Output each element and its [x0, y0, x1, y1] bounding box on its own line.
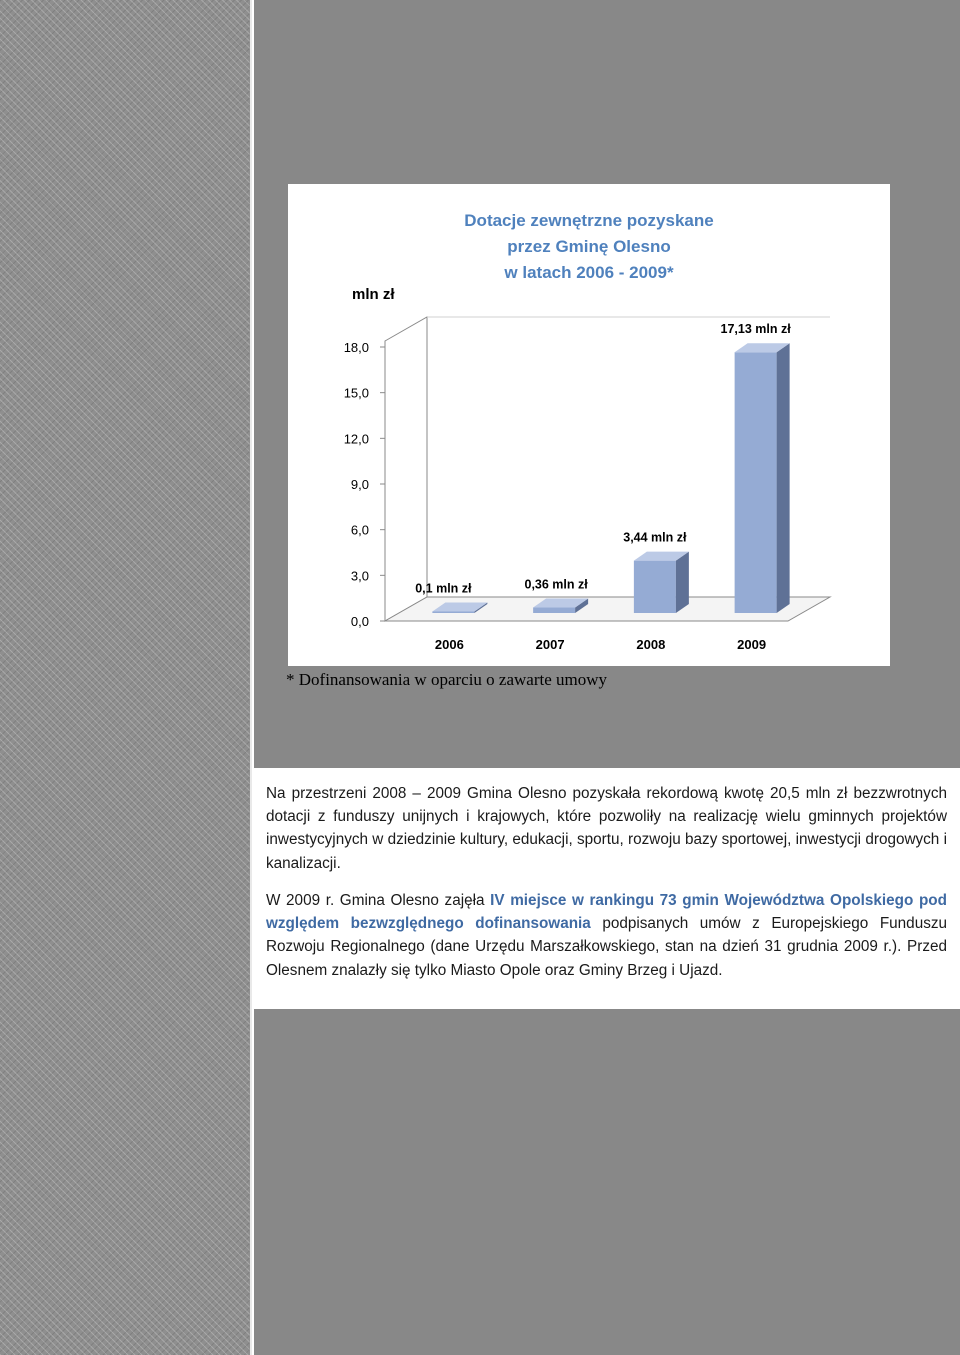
bar-data-label: 3,44 mln zł: [623, 530, 687, 545]
chart-side-wall: [385, 317, 427, 621]
x-category-label: 2008: [636, 637, 666, 652]
bar-front: [735, 352, 777, 613]
x-category-label: 2007: [535, 637, 565, 652]
bar-front: [432, 611, 474, 613]
text-panel: [254, 770, 958, 1007]
bar-side: [777, 343, 790, 613]
y-axis-unit-label: mln zł: [352, 286, 395, 303]
bar-front: [634, 561, 676, 613]
y-tick-label: 6,0: [350, 522, 369, 538]
x-category-label: 2009: [737, 637, 767, 652]
paragraph-ranking: [266, 889, 947, 982]
y-tick-label: 9,0: [350, 477, 369, 492]
y-tick-label: 12,0: [343, 431, 369, 447]
bar-chart: [288, 184, 890, 666]
ranking-highlight: IV miejsce w rankingu 73 gmin Województwa Opolskiego pod względem bezwzględnego dofinansowania: [266, 892, 947, 933]
chart-footnote: * Dofinansowania w oparciu o zawarte umowy: [286, 670, 608, 689]
y-tick-label: 0,0: [350, 614, 369, 629]
decorative-pattern-sidebar: [0, 0, 252, 1355]
bar-data-label: 0,1 mln zł: [415, 581, 472, 596]
page-background-bottom: [254, 1009, 960, 1355]
chart-title-line: Dotacje zewnętrzne pozyskane: [464, 211, 714, 230]
bar-side: [676, 552, 689, 613]
paragraph-funding-summary: Na przestrzeni 2008 – 2009 Gmina Olesno pozyskała rekordową kwotę 20,5 mln zł bezzwrotnych dotacji z funduszy unijnych i krajowych, które pozwoliły na realizację wielu gminnych projektów inwestycyjnych w dziedzinie kultury, edukacji, sportu, rozwoju bazy sportowej, inwestycji drogowych i kanalizacji.: [266, 785, 947, 872]
ranking-rest-text: podpisanych umów z Europejskiego Funduszu Rozwoju Regionalnego (dane Urzędu Marszałkowskiego, stan na dzień 31 grudnia 2009 r.). Przed Olesnem znalazły się tylko Miasto Opole oraz Gminy Brzeg i Ujazd.: [266, 915, 948, 979]
chart-plot: [288, 184, 890, 666]
y-tick-label: 18,0: [343, 340, 369, 355]
bar-data-label: 0,36 mln zł: [524, 577, 588, 592]
y-tick-label: 3,0: [350, 568, 369, 584]
x-category-label: 2006: [434, 637, 464, 652]
chart-title-line: w latach 2006 - 2009*: [504, 263, 674, 282]
bar-front: [533, 608, 575, 613]
y-tick-label: 15,0: [343, 385, 369, 401]
chart-title-line: przez Gminę Olesno: [507, 237, 671, 256]
ranking-intro-text: W 2009 r. Gmina Olesno zajęła: [266, 892, 485, 909]
bar-data-label: 17,13 mln zł: [720, 322, 791, 337]
